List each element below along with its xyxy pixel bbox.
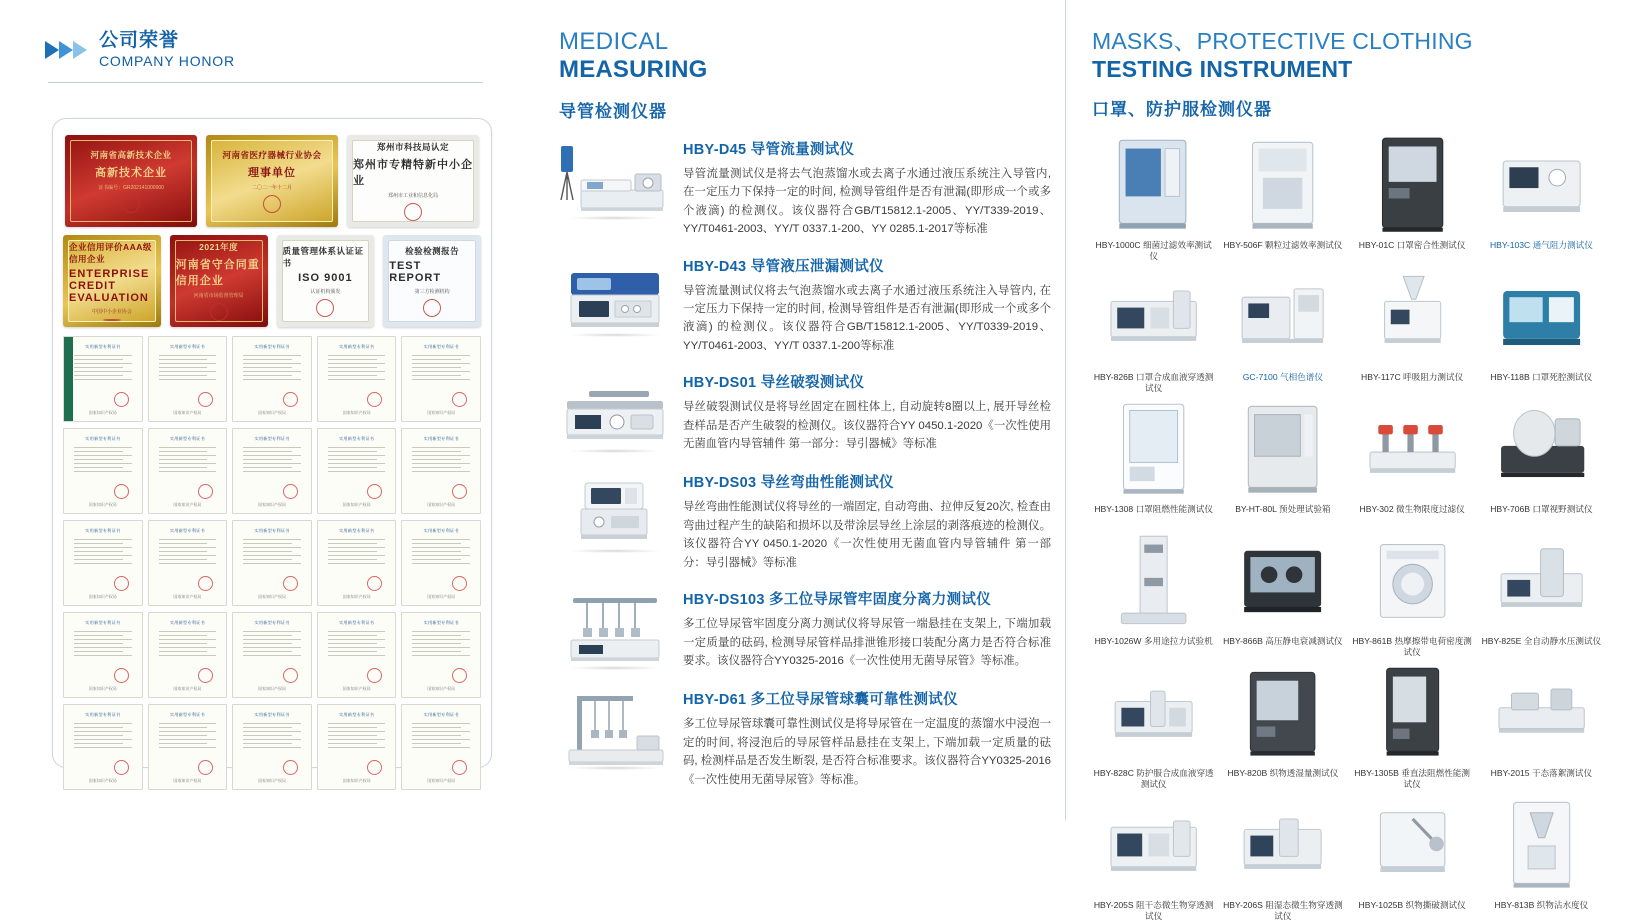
ppe-product-caption: HBY-117C 呼吸阻力测试仪 xyxy=(1361,372,1464,383)
ppe-product-caption: HBY-1000C 细菌过滤效率测试仪 xyxy=(1095,240,1212,261)
certificate-title: 实用新型专利证书 xyxy=(254,344,290,349)
ppe-product-image xyxy=(1351,530,1474,634)
certificate-item xyxy=(317,336,397,422)
certificate-item xyxy=(63,704,143,790)
ppe-product-caption: HBY-01C 口罩密合性测试仪 xyxy=(1358,240,1466,251)
certificate-item xyxy=(63,336,143,422)
certificate-item xyxy=(232,704,312,790)
certificate-title: 实用新型专利证书 xyxy=(423,528,459,533)
red-seal-icon xyxy=(283,576,298,591)
product-description: 导管流量测试仪是将去气泡蒸馏水或去离子水通过液压系统注入导管内, 在一定压力下保持一定的时间, 检测导管组件是否有泄漏(即形成一个或多个液滴) 的检测仪。该仪器符合GB/T15812.1-2005、YY/T339-2019、YY/T0461-2003、YY/T 0337.1-200、YY 0285.1-2017等标准 xyxy=(683,167,1051,236)
ppe-heading-en2: TESTING INSTRUMENT xyxy=(1092,55,1353,82)
plaque-subtitle: 河南省医疗器械行业协会 xyxy=(222,150,322,160)
certificate-item xyxy=(317,612,397,698)
certificate-title: 实用新型专利证书 xyxy=(169,436,205,441)
product-title: HBY-DS103 多工位导尿管牢固度分离力测试仪 xyxy=(683,592,992,609)
ppe-product-image xyxy=(1092,530,1215,634)
product-image xyxy=(559,371,671,455)
ppe-product-image xyxy=(1351,662,1474,766)
plaque-title: 郑州市专精特新中小企业 xyxy=(353,159,473,187)
certificate-item xyxy=(63,612,143,698)
certificate-issuer: 国家知识产权局 xyxy=(257,410,286,415)
ppe-product-caption: BY-HT-80L 预处理试验箱 xyxy=(1235,504,1331,515)
ppe-product-caption: HBY-205S 阻干态微生物穿透测试仪 xyxy=(1093,900,1214,921)
certificate-title: 实用新型专利证书 xyxy=(169,528,205,533)
certificate-issuer: 国家知识产权局 xyxy=(427,778,456,783)
seal-icon xyxy=(263,195,281,213)
certificate-text-lines xyxy=(412,447,469,475)
plaque-title: ISO 9001 xyxy=(298,272,353,284)
medical-heading-en2: MEASURING xyxy=(559,56,708,84)
certificate-text-lines xyxy=(328,723,385,751)
ppe-product-cell xyxy=(1351,266,1474,394)
certificate-issuer: 国家知识产权局 xyxy=(88,778,117,783)
ppe-product-image xyxy=(1480,266,1603,370)
honor-plaque xyxy=(170,235,268,327)
certificate-issuer: 国家知识产权局 xyxy=(173,594,202,599)
red-seal-icon xyxy=(198,760,213,775)
product-title: HBY-D45 导管流量测试仪 xyxy=(683,141,855,158)
product-image xyxy=(559,471,671,555)
red-seal-icon xyxy=(452,668,467,683)
honor-plaque xyxy=(347,135,479,227)
product-description: 导管流量测试仪将去气泡蒸馏水或去离子水通过液压系统注入导管内, 在一定压力下保持一定的时间, 检测导管组件是否有泄漏(即形成一个或多个液滴) 的检测仪。该仪器符合GB/T15812.1-2005、YY/T0339-2019、YY/T0461-2003、YY/T 0337.1-200等标准 xyxy=(683,284,1051,352)
red-seal-icon xyxy=(367,576,382,591)
ppe-product-cell xyxy=(1351,530,1474,658)
red-seal-icon xyxy=(283,392,298,407)
certificate-text-lines xyxy=(74,539,131,567)
red-seal-icon xyxy=(114,392,129,407)
certificate-text-lines xyxy=(243,355,300,383)
red-seal-icon xyxy=(283,760,298,775)
medical-product-list xyxy=(559,138,1051,790)
product-entry xyxy=(559,138,1051,239)
ppe-product-cell xyxy=(1480,530,1603,658)
plaque-subtitle: 检验检测报告 xyxy=(405,246,460,256)
ppe-product-cell xyxy=(1480,794,1603,922)
ppe-product-cell xyxy=(1221,530,1344,658)
seal-icon xyxy=(316,299,334,317)
ppe-heading-en1: MASKS、PROTECTIVE CLOTHING xyxy=(1092,28,1473,54)
product-image xyxy=(559,255,671,339)
certificate-item xyxy=(63,520,143,606)
red-seal-icon xyxy=(198,668,213,683)
red-seal-icon xyxy=(198,576,213,591)
certificate-title: 实用新型专利证书 xyxy=(339,528,375,533)
red-seal-icon xyxy=(367,760,382,775)
ppe-product-cell xyxy=(1480,266,1603,394)
ppe-product-cell xyxy=(1092,794,1215,922)
ppe-product-caption: HBY-813B 织物沾水度仪 xyxy=(1494,900,1589,911)
certificate-panel xyxy=(52,118,492,783)
ppe-product-image xyxy=(1092,134,1215,238)
certificate-issuer: 国家知识产权局 xyxy=(427,686,456,691)
red-seal-icon xyxy=(452,760,467,775)
product-entry xyxy=(559,471,1051,572)
product-description: 多工位导尿管球囊可靠性测试仪是将导尿管在一定温度的蒸馏水中浸泡一定的时间, 将浸泡后的导尿管样品悬挂在支架上, 下端加载一定质量的砝码, 检测样品是否发生断裂, 是否符合标准要求。该仪器符合YY0325-2016 《一次性使用无菌导尿管》等标准。 xyxy=(683,718,1051,786)
ppe-product-image xyxy=(1351,398,1474,502)
certificate-title: 实用新型专利证书 xyxy=(423,712,459,717)
ppe-product-caption: HBY-506F 颗粒过滤效率测试仪 xyxy=(1223,240,1343,251)
product-title: HBY-D61 多工位导尿管球囊可靠性测试仪 xyxy=(683,692,958,709)
certificate-issuer: 国家知识产权局 xyxy=(342,594,371,599)
plaque-issuer: 郑州市工业和信息化局 xyxy=(387,193,438,199)
ppe-product-cell xyxy=(1221,266,1344,394)
certificate-text-lines xyxy=(412,355,469,383)
plaque-issuer: 中国中小企业协会 xyxy=(91,309,132,315)
certificate-text-lines xyxy=(74,723,131,751)
ppe-product-image xyxy=(1221,662,1344,766)
ppe-product-image xyxy=(1351,134,1474,238)
ppe-product-cell xyxy=(1092,530,1215,658)
certificate-title: 实用新型专利证书 xyxy=(85,528,121,533)
certificate-issuer: 国家知识产权局 xyxy=(88,502,117,507)
plaque-subtitle: 质量管理体系认证证书 xyxy=(282,246,364,268)
certificate-issuer: 国家知识产权局 xyxy=(173,410,202,415)
double-chevron-icon xyxy=(45,39,87,61)
ppe-product-caption: HBY-1025B 织物撕破测试仪 xyxy=(1358,900,1466,911)
certificate-item xyxy=(317,704,397,790)
ppe-product-caption: HBY-103C 通气阻力测试仪 xyxy=(1489,240,1593,251)
medical-heading-en1: MEDICAL xyxy=(559,28,669,55)
ppe-product-image xyxy=(1221,398,1344,502)
ppe-product-image xyxy=(1480,530,1603,634)
ppe-product-image xyxy=(1221,266,1344,370)
ppe-product-image xyxy=(1480,398,1603,502)
certificate-title: 实用新型专利证书 xyxy=(254,620,290,625)
red-seal-icon xyxy=(452,484,467,499)
certificate-issuer: 国家知识产权局 xyxy=(342,410,371,415)
ppe-product-caption: HBY-118B 口罩死腔测试仪 xyxy=(1490,372,1593,383)
plaque-title: 高新技术企业 xyxy=(95,167,167,179)
ppe-product-cell xyxy=(1480,662,1603,790)
certificate-title: 实用新型专利证书 xyxy=(339,712,375,717)
honor-divider xyxy=(48,82,483,83)
certificate-item xyxy=(232,520,312,606)
ppe-product-cell xyxy=(1480,134,1603,262)
ppe-product-cell xyxy=(1221,134,1344,262)
seal-icon xyxy=(122,195,140,213)
red-seal-icon xyxy=(452,392,467,407)
plaque-subtitle: 河南省高新技术企业 xyxy=(90,150,172,160)
ppe-product-caption: HBY-1026W 多用途拉力试验机 xyxy=(1094,636,1213,647)
ppe-column xyxy=(1065,0,1625,921)
plaque-title: 河南省守合同重信用企业 xyxy=(175,259,260,287)
ppe-product-caption: HBY-828C 防护服合成血液穿透测试仪 xyxy=(1093,768,1214,789)
certificate-issuer: 国家知识产权局 xyxy=(257,594,286,599)
ppe-product-image xyxy=(1221,134,1344,238)
certificate-text-lines xyxy=(412,539,469,567)
plaque-issuer: 河南省市场监督管理局 xyxy=(193,293,244,299)
ppe-product-caption: HBY-1308 口罩阻燃性能测试仪 xyxy=(1094,504,1213,515)
medical-heading-cn: 导管检测仪器 xyxy=(559,101,667,121)
ppe-product-cell xyxy=(1092,266,1215,394)
product-description: 多工位导尿管牢固度分离力测试仪将导尿管一端悬挂在支架上, 下端加载一定质量的砝码, 检测导尿管样品排泄锥形接口装配分离力是否符合标准要求。该仪器符合YY0325-2016《一次性使用无菌导尿管》等标准。 xyxy=(683,618,1051,668)
ppe-product-grid xyxy=(1092,134,1603,922)
certificate-issuer: 国家知识产权局 xyxy=(342,686,371,691)
certificate-title: 实用新型专利证书 xyxy=(169,712,205,717)
certificate-title: 实用新型专利证书 xyxy=(339,436,375,441)
plaque-row-mid xyxy=(63,235,481,327)
certificate-text-lines xyxy=(243,539,300,567)
certificate-text-lines xyxy=(159,447,216,475)
seal-icon xyxy=(103,319,121,321)
certificate-title: 实用新型专利证书 xyxy=(339,344,375,349)
certificate-issuer: 国家知识产权局 xyxy=(427,502,456,507)
ppe-product-caption: HBY-820B 织物透湿量测试仪 xyxy=(1227,768,1339,779)
product-description: 导丝破裂测试仪是将导丝固定在圆柱体上, 自动旋转8圈以上, 展开导丝检查样品是否产生破裂的检测仪。该仪器符合YY 0450.1-2020《一次性使用无菌血管内导管辅件 第一部分：导引器械》等标准 xyxy=(683,401,1051,451)
certificate-issuer: 国家知识产权局 xyxy=(257,502,286,507)
product-image xyxy=(559,688,671,772)
certificate-item xyxy=(401,336,481,422)
ppe-product-image xyxy=(1221,794,1344,898)
ppe-product-cell xyxy=(1092,662,1215,790)
certificate-title: 实用新型专利证书 xyxy=(85,620,121,625)
red-seal-icon xyxy=(367,392,382,407)
ppe-product-caption: HBY-861B 热摩擦带电荷密度测试仪 xyxy=(1352,636,1472,657)
certificate-text-lines xyxy=(412,631,469,659)
ppe-product-cell xyxy=(1351,794,1474,922)
certificate-item xyxy=(317,428,397,514)
certificate-title: 实用新型专利证书 xyxy=(254,528,290,533)
certificate-text-lines xyxy=(243,631,300,659)
ppe-product-caption: GC-7100 气相色谱仪 xyxy=(1242,372,1323,383)
ppe-product-cell xyxy=(1351,398,1474,526)
honor-plaque xyxy=(65,135,197,227)
red-seal-icon xyxy=(114,576,129,591)
red-seal-icon xyxy=(367,668,382,683)
certificate-text-lines xyxy=(243,723,300,751)
ppe-product-image xyxy=(1092,662,1215,766)
certificate-text-lines xyxy=(243,447,300,475)
product-image xyxy=(559,588,671,672)
product-entry xyxy=(559,688,1051,789)
product-description: 导丝弯曲性能测试仪将导丝的一端固定, 自动弯曲、拉伸反复20次, 检查由弯曲过程产生的缺陷和损坏以及带涂层导丝上涂层的剥落痕迹的检测仪。该仪器符合YY 0450.1-2020《一次性使用无菌血管内导管辅件 第一部分：导引器械》等标准 xyxy=(683,501,1051,569)
seal-icon xyxy=(423,299,441,317)
ppe-product-caption: HBY-206S 阻湿态微生物穿透测试仪 xyxy=(1223,900,1343,921)
certificate-grid xyxy=(63,336,481,790)
ppe-product-cell xyxy=(1221,662,1344,790)
certificate-title: 实用新型专利证书 xyxy=(423,620,459,625)
certificate-issuer: 国家知识产权局 xyxy=(173,502,202,507)
certificate-item xyxy=(401,428,481,514)
certificate-title: 实用新型专利证书 xyxy=(169,344,205,349)
honor-plaque xyxy=(383,235,481,327)
ppe-product-image xyxy=(1092,398,1215,502)
certificate-text-lines xyxy=(159,539,216,567)
seal-icon xyxy=(404,203,422,221)
certificate-title: 实用新型专利证书 xyxy=(339,620,375,625)
product-title: HBY-DS03 导丝弯曲性能测试仪 xyxy=(683,475,894,492)
plaque-row-top xyxy=(63,135,481,227)
product-entry xyxy=(559,371,1051,455)
honor-plaque xyxy=(206,135,338,227)
red-seal-icon xyxy=(198,484,213,499)
red-seal-icon xyxy=(198,392,213,407)
ppe-product-image xyxy=(1480,134,1603,238)
ppe-product-cell xyxy=(1092,398,1215,526)
product-entry xyxy=(559,588,1051,672)
product-title: HBY-DS01 导丝破裂测试仪 xyxy=(683,375,865,392)
plaque-issuer: 二〇二一年十二月 xyxy=(251,185,292,191)
certificate-issuer: 国家知识产权局 xyxy=(257,686,286,691)
ppe-product-cell xyxy=(1351,134,1474,262)
certificate-item xyxy=(232,612,312,698)
honor-title-cn: 公司荣誉 xyxy=(99,30,180,51)
red-seal-icon xyxy=(114,484,129,499)
certificate-issuer: 国家知识产权局 xyxy=(427,410,456,415)
ppe-product-image xyxy=(1092,794,1215,898)
red-seal-icon xyxy=(114,668,129,683)
plaque-title: TEST REPORT xyxy=(389,260,442,284)
medical-measuring-column xyxy=(545,0,1065,820)
honor-title-en: COMPANY HONOR xyxy=(99,52,235,69)
certificate-text-lines xyxy=(159,631,216,659)
ppe-product-image xyxy=(1092,266,1215,370)
ppe-product-image xyxy=(1480,662,1603,766)
product-image xyxy=(559,138,671,222)
certificate-item xyxy=(401,704,481,790)
honor-plaque xyxy=(277,235,375,327)
certificate-text-lines xyxy=(328,539,385,567)
certificate-title: 实用新型专利证书 xyxy=(85,436,121,441)
certificate-title: 实用新型专利证书 xyxy=(254,712,290,717)
certificate-item xyxy=(401,612,481,698)
ppe-heading-cn: 口罩、防护服检测仪器 xyxy=(1092,100,1272,120)
certificate-item xyxy=(148,704,228,790)
ppe-product-cell xyxy=(1221,794,1344,922)
ppe-product-cell xyxy=(1351,662,1474,790)
certificate-text-lines xyxy=(328,355,385,383)
red-seal-icon xyxy=(114,760,129,775)
certificate-title: 实用新型专利证书 xyxy=(85,344,121,349)
certificate-title: 实用新型专利证书 xyxy=(423,436,459,441)
red-seal-icon xyxy=(283,668,298,683)
certificate-issuer: 国家知识产权局 xyxy=(342,778,371,783)
plaque-subtitle: 郑州市科技局认定 xyxy=(376,142,449,152)
certificate-issuer: 国家知识产权局 xyxy=(427,594,456,599)
ppe-product-cell xyxy=(1092,134,1215,262)
plaque-title: ENTERPRISE CREDIT EVALUATION xyxy=(69,268,150,304)
certificate-text-lines xyxy=(74,355,131,383)
ppe-product-cell xyxy=(1221,398,1344,526)
certificate-item xyxy=(401,520,481,606)
honor-header xyxy=(45,30,545,70)
certificate-issuer: 国家知识产权局 xyxy=(173,686,202,691)
certificate-item xyxy=(148,520,228,606)
ppe-product-image xyxy=(1221,530,1344,634)
certificate-title: 实用新型专利证书 xyxy=(423,344,459,349)
honor-plaque xyxy=(63,235,161,327)
ppe-product-caption: HBY-825E 全自动静水压测试仪 xyxy=(1481,636,1602,647)
plaque-issuer: 第三方检测机构 xyxy=(414,289,450,295)
certificate-title: 实用新型专利证书 xyxy=(85,712,121,717)
certificate-item xyxy=(148,612,228,698)
certificate-issuer: 国家知识产权局 xyxy=(88,594,117,599)
certificate-issuer: 国家知识产权局 xyxy=(88,686,117,691)
certificate-text-lines xyxy=(328,447,385,475)
red-seal-icon xyxy=(367,484,382,499)
certificate-text-lines xyxy=(412,723,469,751)
company-honor-column xyxy=(0,0,545,820)
certificate-issuer: 国家知识产权局 xyxy=(257,778,286,783)
ppe-product-caption: HBY-302 微生物限度过滤仪 xyxy=(1359,504,1465,515)
ppe-product-caption: HBY-2015 干态落絮测试仪 xyxy=(1490,768,1593,779)
certificate-title: 实用新型专利证书 xyxy=(254,436,290,441)
certificate-item xyxy=(232,336,312,422)
certificate-text-lines xyxy=(74,631,131,659)
seal-icon xyxy=(210,303,228,321)
certificate-text-lines xyxy=(328,631,385,659)
certificate-issuer: 国家知识产权局 xyxy=(88,410,117,415)
certificate-item xyxy=(148,336,228,422)
certificate-item xyxy=(317,520,397,606)
certificate-text-lines xyxy=(159,723,216,751)
certificate-title: 实用新型专利证书 xyxy=(169,620,205,625)
certificate-item xyxy=(232,428,312,514)
certificate-issuer: 国家知识产权局 xyxy=(342,502,371,507)
ppe-product-image xyxy=(1351,794,1474,898)
ppe-product-image xyxy=(1480,794,1603,898)
ppe-product-caption: HBY-826B 口罩合成血液穿透测试仪 xyxy=(1093,372,1214,393)
ppe-product-caption: HBY-706B 口罩视野测试仪 xyxy=(1490,504,1593,515)
certificate-item xyxy=(63,428,143,514)
plaque-issuer: 认证机构颁发 xyxy=(310,289,341,295)
certificate-text-lines xyxy=(74,447,131,475)
plaque-subtitle: 企业信用评价AAA级信用企业 xyxy=(69,242,152,264)
red-seal-icon xyxy=(283,484,298,499)
ppe-product-image xyxy=(1351,266,1474,370)
ppe-product-caption: HBY-866B 高压静电衰减测试仪 xyxy=(1223,636,1343,647)
certificate-text-lines xyxy=(159,355,216,383)
red-seal-icon xyxy=(452,576,467,591)
certificate-item xyxy=(148,428,228,514)
product-title: HBY-D43 导管液压泄漏测试仪 xyxy=(683,258,884,275)
plaque-issuer: 证书编号：GR202141000000 xyxy=(98,185,164,191)
ppe-product-caption: HBY-1305B 垂直法阻燃性能测试仪 xyxy=(1354,768,1470,789)
certificate-issuer: 国家知识产权局 xyxy=(173,778,202,783)
ppe-product-cell xyxy=(1480,398,1603,526)
product-entry xyxy=(559,255,1051,356)
plaque-subtitle: 2021年度 xyxy=(199,242,239,252)
plaque-title: 理事单位 xyxy=(248,167,296,179)
